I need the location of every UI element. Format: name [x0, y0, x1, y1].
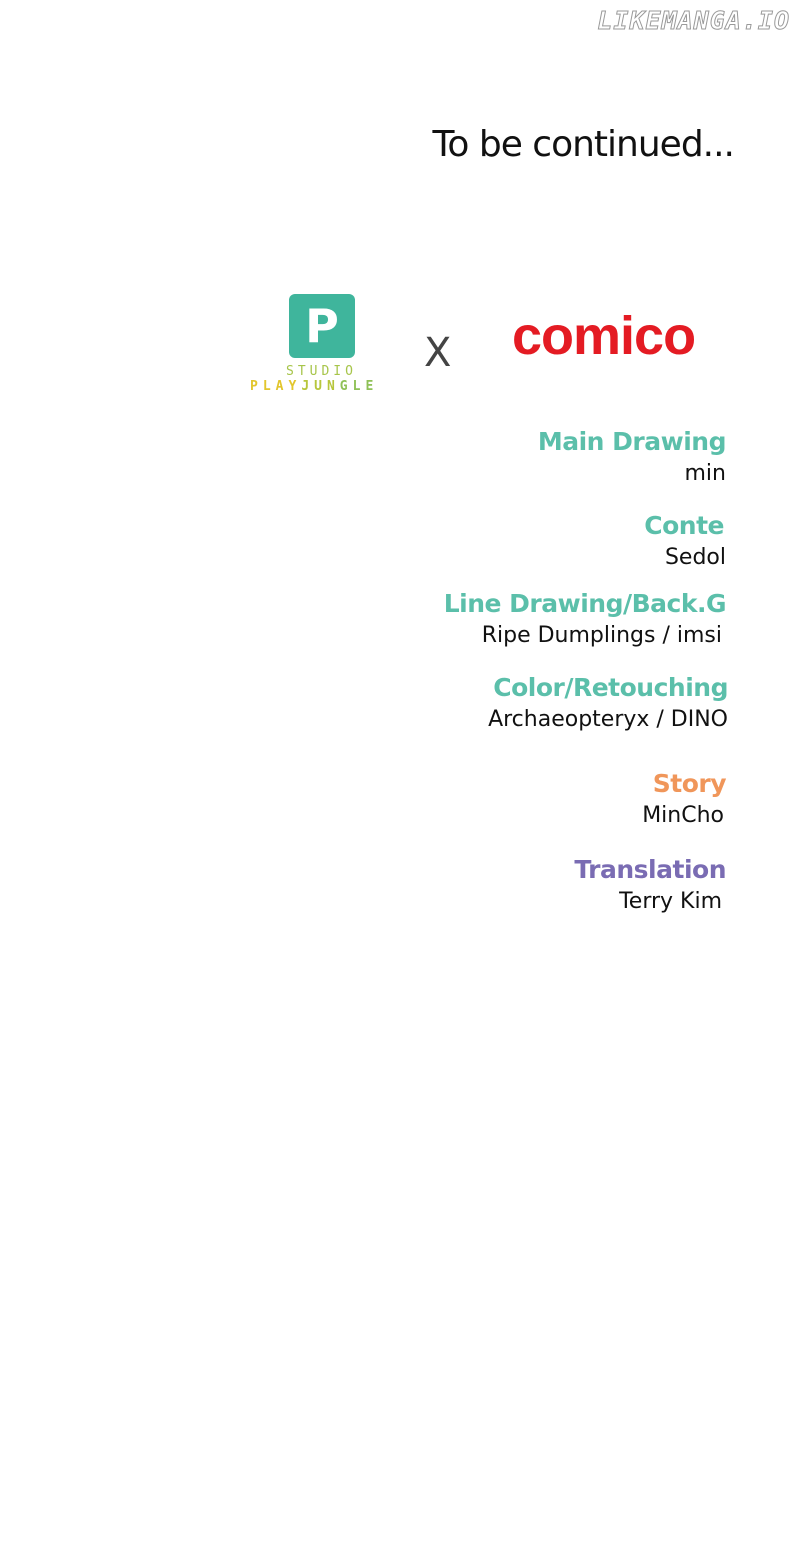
- playjungle-part-3: GLE: [339, 379, 379, 394]
- credit-role: Translation: [574, 855, 726, 884]
- credit-color-retouching: [444, 671, 726, 735]
- credit-role: Color/Retouching: [493, 673, 728, 702]
- studio-p-mark: P: [289, 294, 355, 358]
- credit-role: Line Drawing/Back.G: [443, 589, 726, 618]
- playjungle-part-1: PLAY: [250, 379, 302, 394]
- credit-name: Ripe Dumplings / imsi: [481, 623, 722, 648]
- watermark: LIKEMANGA.IO: [597, 6, 790, 35]
- credit-role: Main Drawing: [537, 427, 726, 456]
- credit-name: min: [684, 461, 726, 486]
- studio-word: STUDIO: [286, 364, 357, 379]
- credit-line-drawing: [444, 587, 726, 651]
- playjungle-word: [250, 379, 378, 394]
- credit-main-drawing: [444, 425, 726, 489]
- to-be-continued-text: To be continued...: [432, 124, 734, 165]
- credit-role: Conte: [644, 511, 724, 540]
- credits-list: [444, 425, 726, 917]
- collaboration-x: X: [424, 330, 452, 376]
- credit-story: [444, 767, 726, 831]
- credit-translation: [444, 853, 726, 917]
- credit-role: Story: [652, 769, 726, 798]
- comico-logo: comico: [512, 306, 696, 366]
- studio-playjungle-logo: [250, 294, 410, 398]
- credit-name: MinCho: [642, 803, 724, 828]
- credit-name: Terry Kim: [619, 889, 722, 914]
- credit-conte: [444, 509, 726, 573]
- credit-name: Sedol: [664, 545, 726, 570]
- credit-name: Archaeopteryx / DINO: [488, 707, 728, 732]
- playjungle-part-2: JUN: [301, 379, 340, 394]
